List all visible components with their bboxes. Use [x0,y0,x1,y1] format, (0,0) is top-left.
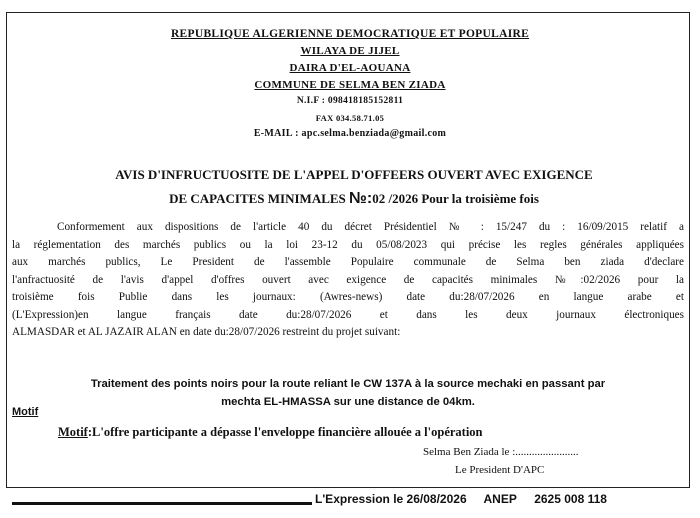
notice-title-line2 [20,190,688,208]
email-address: apc.selma.benziada@gmail.com [301,128,447,139]
motif-statement [58,425,483,440]
header-email-line [0,128,700,139]
header-wilaya: WILAYA DE JIJEL [300,45,400,57]
signature-place: Selma Ben Ziada le :....................... [423,446,579,458]
header-fax: FAX 034.58.71.05 [315,113,385,123]
notice-body [12,219,684,342]
body-line: Conformement aux dispositions de l'article 40 du décret Présidentiel № : 15/247 du : 16/09/2015 relatif a [57,221,684,233]
body-line: l'anfractuosité de l'avis d'appel d'offres ouvert avec exigence de capacités minimales №:02/2026 pour la [12,273,684,286]
footer-ref: 2625 008 118 [534,492,607,506]
body-line: la réglementation des marchés publics ou la loi 23-12 du 05/08/2023 qui précise les regles générales appliquées [12,238,684,251]
project-line2: mechta EL-HMASSA sur une distance de 04km. [221,396,475,408]
body-line: aux marchés publics, Le President de l'assemble Populaire communale de Selma ben ziada d'declare [12,256,684,268]
title-number-sign: №: [349,190,373,207]
notice-title-line1: AVIS D'INFRUCTUOSITE DE L'APPEL D'OFFEERS OUVERT AVEC EXIGENCE [115,167,593,182]
project-line1: Traitement des points noirs pour la route reliant le CW 137A à la source mechaki en passant par [90,378,606,390]
header-nif: N.I.F : 098418185152811 [296,96,404,106]
body-line: ALMASDAR et AL JAZAIR ALAN en date du:28/07/2026 restreint du projet suivant: [12,326,401,338]
header-daira: DAIRA D'EL-AOUANA [289,62,411,74]
header-commune: COMMUNE DE SELMA BEN ZIADA [254,79,446,91]
signature-role: Le President D'APC [455,464,545,476]
footer-text [315,492,621,506]
email-label: E-MAIL : [253,128,299,139]
body-line: (L'Expression)en langue français date du:28/07/2026 et dans les deux journaux électroniques [12,308,684,321]
motif-heading: Motif [12,406,39,418]
footer-agency: ANEP [483,492,517,506]
title-prefix: DE CAPACITES MINIMALES [169,191,346,206]
footer-paper: L'Expression le 26/08/2026 [315,492,467,506]
motif-label: Motif [58,425,88,439]
header-republic: REPUBLIQUE ALGERIENNE DEMOCRATIQUE ET POPULAIRE [170,28,530,40]
title-suffix: 02 /2026 Pour la troisième fois [372,191,539,206]
footer-rule [12,502,312,505]
motif-text: :L'offre participante a dépasse l'enveloppe financière allouée a l'opération [87,425,483,439]
body-line: troisième fois Publie dans les journaux: (Awres-news) date du:28/07/2026 en langue arabe et [12,291,684,303]
